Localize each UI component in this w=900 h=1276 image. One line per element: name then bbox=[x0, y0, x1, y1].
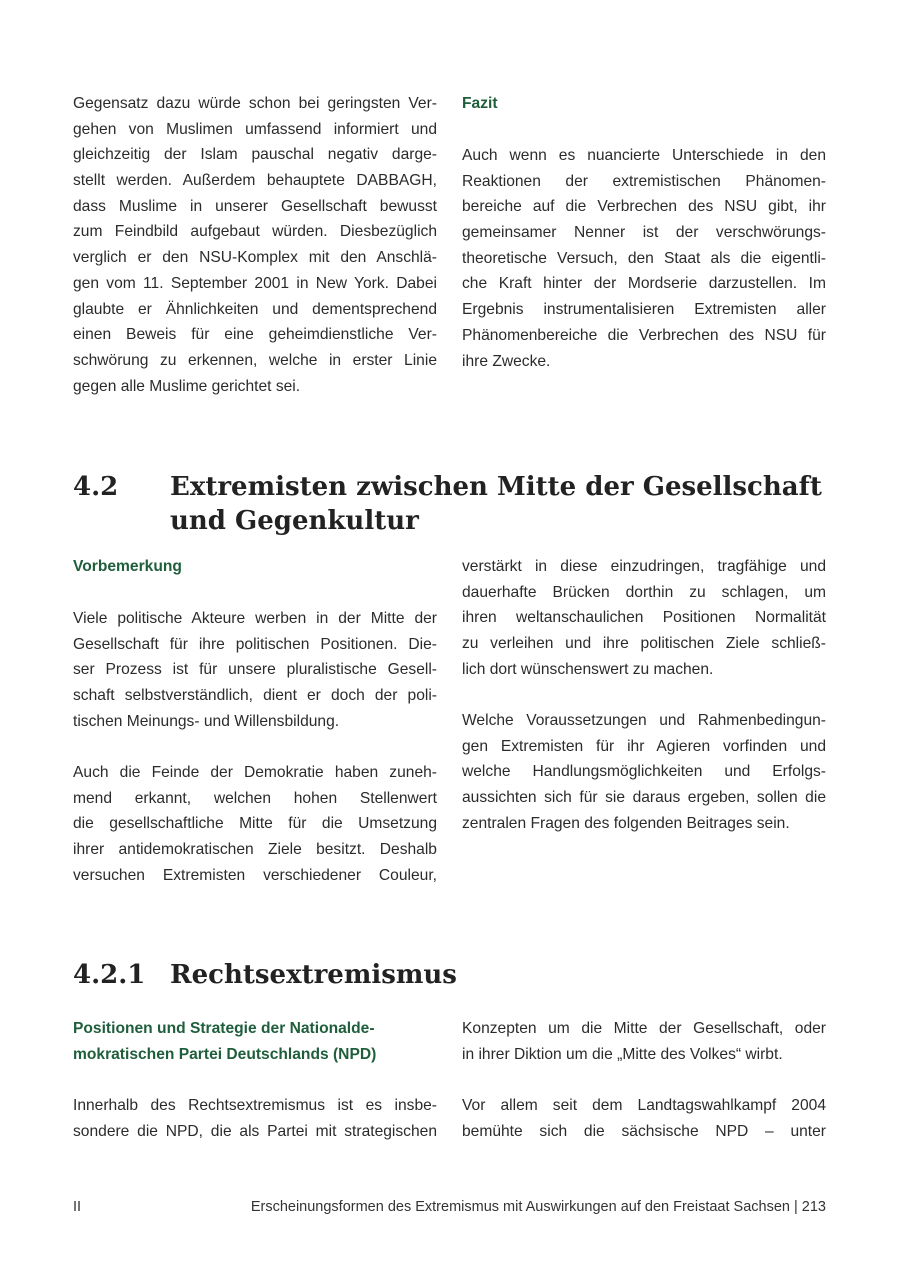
text-line: gleichzeitig der Islam pauschal negativ darge- bbox=[73, 146, 437, 164]
text-line: sondere die NPD, die als Partei mit strategischen bbox=[73, 1122, 437, 1140]
text-line: dass Muslime in unserer Gesellschaft bewusst bbox=[73, 197, 437, 215]
footer-chapter: II bbox=[73, 1199, 82, 1215]
text-line: Viele politische Akteure werben in der Mitte der bbox=[73, 610, 437, 627]
text-line: zu verleihen und ihre politischen Ziele schließ- bbox=[462, 635, 826, 653]
footer-running-title: Erscheinungsformen des Extremismus mit Auswirkungen auf den Freistaat Sachsen | 213 bbox=[250, 1199, 826, 1215]
section-title-line1: Extremisten zwischen Mitte der Gesellschaft bbox=[170, 472, 822, 502]
subheading-vorbemerkung bbox=[73, 554, 437, 580]
text-line: bemühte sich die sächsische NPD – unter bbox=[462, 1122, 826, 1140]
text-line: Phänomenbereiche die Verbrechen des NSU für bbox=[462, 326, 826, 344]
paragraph-continuation bbox=[73, 91, 437, 399]
text-line: glaubte er Ähnlichkeiten und dementsprechend bbox=[73, 300, 437, 318]
text-line: ihrer antidemokratischen Ziele besitzt. Deshalb bbox=[73, 841, 437, 859]
text-line: Reaktionen der extremistischen Phänomen- bbox=[462, 172, 826, 190]
text-line: Positionen und Strategie der Nationalde- bbox=[73, 1020, 375, 1037]
text-line: Konzepten um die Mitte der Gesellschaft, oder bbox=[462, 1020, 826, 1037]
text-line: gehen von Muslimen umfassend informiert und bbox=[73, 120, 437, 138]
text-line: Ergebnis instrumentalisieren Extremisten aller bbox=[462, 301, 826, 319]
section-title: Rechtsextremismus bbox=[170, 960, 457, 990]
section-number: 4.2 bbox=[73, 472, 119, 502]
section-title-line2: und Gegenkultur bbox=[170, 506, 419, 536]
text-line: verglich er den NSU-Komplex mit den Anschlä- bbox=[73, 249, 437, 267]
text-line: theoretische Versuch, den Staat als die eigentli- bbox=[462, 249, 826, 267]
text-line: ihren weltanschaulichen Positionen Normalität bbox=[462, 609, 826, 627]
text-line: Gesellschaft für ihre politischen Positionen. Die- bbox=[73, 635, 437, 653]
text-line: einen Beweis für eine geheimdienstliche Ver- bbox=[73, 326, 437, 344]
text-line: Auch wenn es nuancierte Unterschiede in den bbox=[462, 147, 826, 164]
paragraph bbox=[73, 760, 437, 888]
text-line: dauerhafte Brücken dorthin zu schlagen, um bbox=[462, 583, 826, 601]
paragraph bbox=[462, 554, 826, 682]
text-line: gegen alle Muslime gerichtet sei. bbox=[73, 377, 301, 395]
text-line: tischen Meinungs- und Willensbildung. bbox=[73, 712, 340, 730]
text-line: Gegensatz dazu würde schon bei geringsten Ver- bbox=[73, 95, 437, 112]
text-line: stellt werden. Außerdem behauptete DABBAGH, bbox=[73, 172, 437, 190]
text-line: Vor allem seit dem Landtagswahlkampf 2004 bbox=[462, 1097, 826, 1114]
text-line: che Kraft hinter der Mordserie darzustellen. Im bbox=[462, 275, 826, 293]
text-line: lich dort wünschenswert zu machen. bbox=[462, 660, 714, 678]
text-line: Vorbemerkung bbox=[73, 558, 182, 575]
text-line: Welche Voraussetzungen und Rahmenbedingun- bbox=[462, 712, 826, 729]
text-line: aussichten sich für sie daraus ergeben, sollen die bbox=[462, 789, 826, 807]
text-line: Fazit bbox=[462, 95, 498, 112]
text-line: ser Prozess ist für unsere pluralistische Gesell- bbox=[73, 661, 437, 679]
text-line: schwörung zu erkennen, welche in erster Linie bbox=[73, 351, 437, 369]
text-line: verstärkt in diese einzudringen, tragfähige und bbox=[462, 558, 826, 575]
paragraph bbox=[462, 1093, 826, 1144]
paragraph-fazit bbox=[462, 143, 826, 374]
text-line: versuchen Extremisten verschiedener Couleur, bbox=[73, 866, 437, 884]
paragraph bbox=[462, 708, 826, 836]
text-line: Auch die Feinde der Demokratie haben zuneh- bbox=[73, 764, 437, 781]
text-line: mend erkannt, welchen hohen Stellenwert bbox=[73, 789, 437, 807]
text-line: ihre Zwecke. bbox=[462, 352, 551, 370]
text-line: Innerhalb des Rechtsextremismus ist es insbe- bbox=[73, 1097, 437, 1114]
section-number: 4.2.1 bbox=[73, 960, 146, 990]
text-line: in ihrer Diktion um die „Mitte des Volkes“ wirbt. bbox=[462, 1045, 783, 1063]
text-line: gen vom 11. September 2001 in New York. Dabei bbox=[73, 274, 437, 292]
text-line: zentralen Fragen des folgenden Beitrages sein. bbox=[462, 814, 790, 832]
text-line: gen Extremisten für ihr Agieren vorfinden und bbox=[462, 737, 826, 755]
text-line: mokratischen Partei Deutschlands (NPD) bbox=[73, 1045, 377, 1063]
paragraph bbox=[73, 606, 437, 734]
paragraph bbox=[73, 1093, 437, 1144]
text-line: schaft selbstverständlich, dient er doch der poli- bbox=[73, 687, 437, 705]
text-line: die gesellschaftliche Mitte für die Umsetzung bbox=[73, 815, 437, 833]
subheading-fazit bbox=[462, 91, 826, 117]
text-line: welche Handlungsmöglichkeiten und Erfolgs- bbox=[462, 763, 826, 781]
paragraph bbox=[462, 1016, 826, 1067]
text-line: zum Feindbild aufgebaut würden. Diesbezüglich bbox=[73, 223, 437, 241]
text-line: bereiche auf die Verbrechen des NSU gibt, ihr bbox=[462, 198, 826, 216]
text-line: gemeinsamer Nenner ist der verschwörungs- bbox=[462, 224, 826, 242]
subheading-npd bbox=[73, 1016, 437, 1067]
